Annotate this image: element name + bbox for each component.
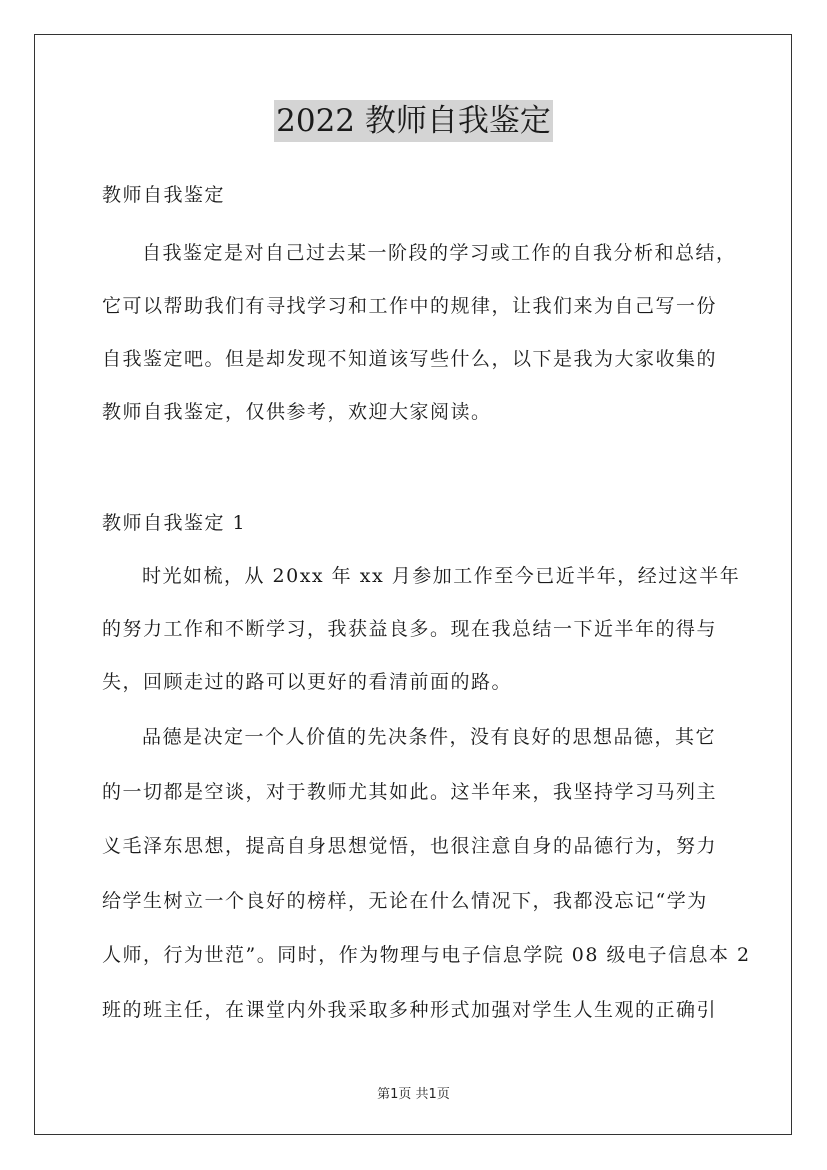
section-heading: 教师自我鉴定: [102, 184, 226, 206]
paragraph-line: 义毛泽东思想，提高自身思想觉悟，也很注意自身的品德行为，努力: [102, 835, 718, 857]
paragraph-line: 教师自我鉴定，仅供参考，欢迎大家阅读。: [102, 401, 492, 423]
paragraph-line: 时光如梳，从 20xx 年 xx 月参加工作至今已近半年，经过这半年: [142, 565, 741, 587]
paragraph-line: 品德是决定一个人价值的先决条件，没有良好的思想品德，其它: [142, 726, 717, 748]
paragraph-line: 自我鉴定是对自己过去某一阶段的学习或工作的自我分析和总结，: [142, 242, 737, 264]
document-title-wrapper: [0, 100, 827, 142]
page-footer: 第1页 共1页: [377, 1087, 450, 1102]
paragraph-line: 给学生树立一个良好的榜样，无论在什么情况下，我都没忘记“学为: [102, 890, 708, 912]
document-title: 2022 教师自我鉴定: [274, 100, 553, 142]
paragraph-line: 人师，行为世范”。同时，作为物理与电子信息学院 08 级电子信息本 2: [102, 944, 751, 966]
paragraph-line: 的努力工作和不断学习，我获益良多。现在我总结一下近半年的得与: [102, 618, 718, 640]
paragraph-line: 它可以帮助我们有寻找学习和工作中的规律，让我们来为自己写一份: [102, 295, 718, 317]
paragraph-line: 自我鉴定吧。但是却发现不知道该写些什么，以下是我为大家收集的: [102, 348, 718, 370]
section-heading: 教师自我鉴定 1: [102, 512, 247, 534]
paragraph-line: 班的班主任，在课堂内外我采取多种形式加强对学生人生观的正确引: [102, 999, 718, 1021]
paragraph-line: 的一切都是空谈，对于教师尤其如此。这半年来，我坚持学习马列主: [102, 781, 718, 803]
paragraph-line: 失，回顾走过的路可以更好的看清前面的路。: [102, 671, 513, 693]
